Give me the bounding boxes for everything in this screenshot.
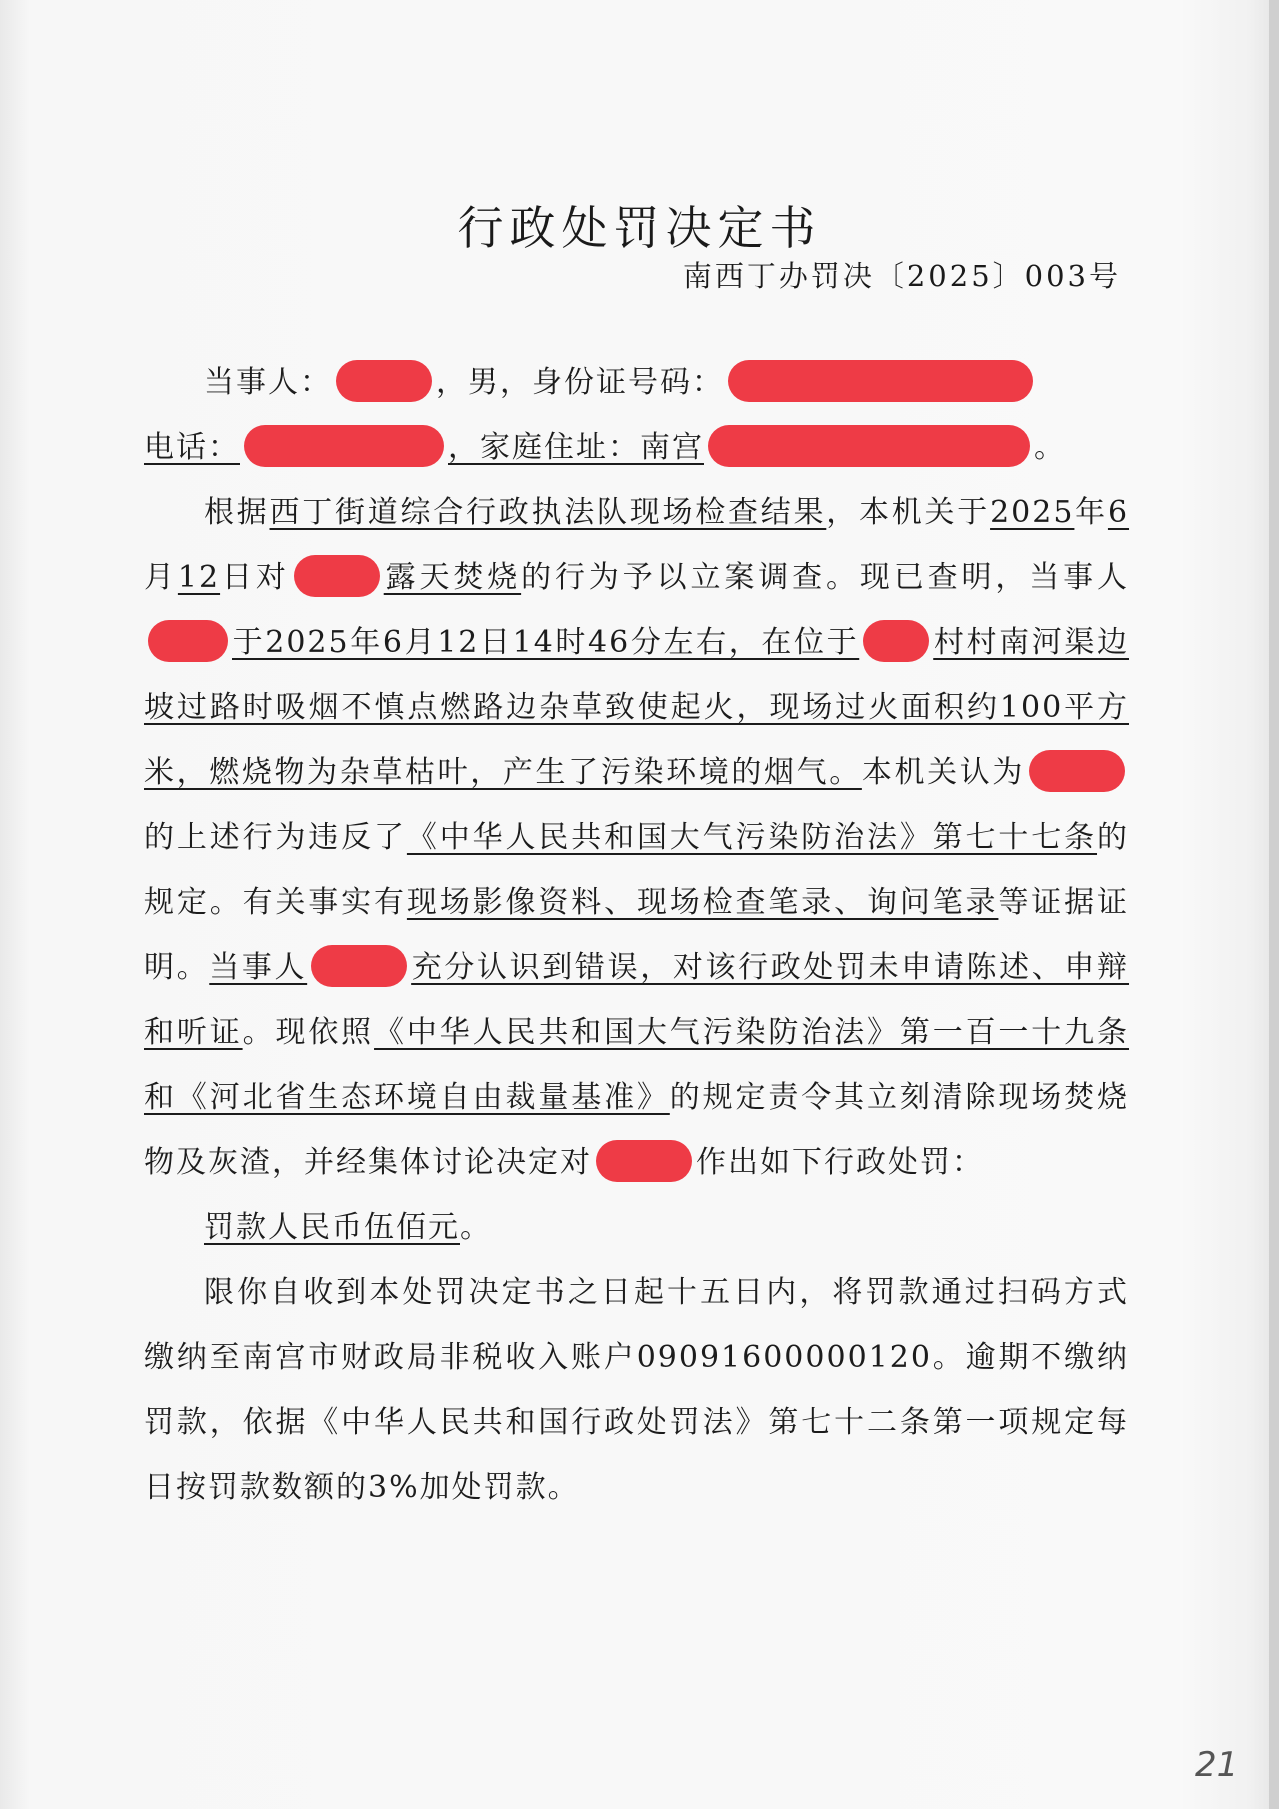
redaction-phone xyxy=(244,425,444,467)
redaction-name xyxy=(336,360,432,402)
redaction-party-5 xyxy=(596,1140,692,1182)
redaction-village xyxy=(863,620,929,662)
redaction-party-3 xyxy=(1029,750,1125,792)
redaction-address xyxy=(708,425,1030,467)
redaction-id-number xyxy=(728,360,1033,402)
redaction-party-4 xyxy=(311,945,407,987)
document-title: 行政处罚决定书 xyxy=(457,201,822,255)
redaction-party-2 xyxy=(148,620,228,662)
document-number: 南西丁办罚决〔2025〕003号 xyxy=(682,259,1121,293)
party-line: 当事人： ，男，身份证号码： xyxy=(144,350,1129,415)
document-body xyxy=(144,350,1129,1520)
penalty-line: 罚款人民币伍佰元。 xyxy=(204,1210,492,1245)
paragraph-payment: 限你自收到本处罚决定书之日起十五日内，将罚款通过扫码方式缴纳至南宫市财政局非税收入账户09091600000120。逾期不缴纳罚款，依据《中华人民共和国行政处罚法》第七十二条第一项规定每日按罚款数额的3%加处罚款。 xyxy=(144,1275,1129,1505)
page-number-handwritten: 21 xyxy=(1195,1745,1239,1785)
page-edge-shadow xyxy=(1269,0,1279,1809)
redaction-party-1 xyxy=(294,555,380,597)
contact-line: 电话： ，家庭住址：南宫 。 xyxy=(144,415,1129,480)
paragraph-facts: 根据西丁街道综合行政执法队现场检查结果，本机关于2025年6月12日对 露天焚烧的行为予以立案调查。现已查明，当事人于2025年6月12日14时46分左右，在位于 村村南河渠边坡过路时吸烟不慎点燃路边杂草致使起火，现场过火面积约100平方米，燃烧物为杂草枯叶，产生了污染环境的烟气。本机关认为的上述行为违反了《中华人民共和国大气污染防治法》第七十七条的规定。有关事实有现场影像资料、现场检查笔录、询问笔录等证据证明。当事人 充分认识到错误，对该行政处罚未申请陈述、申辩和听证。现依照《中华人民共和国大气污染防治法》第一百一十九条和《河北省生态环境自由裁量基准》的规定责令其立刻清除现场焚烧物及灰渣，并经集体讨论决定对 作出如下行政处罚： xyxy=(144,495,1130,1180)
